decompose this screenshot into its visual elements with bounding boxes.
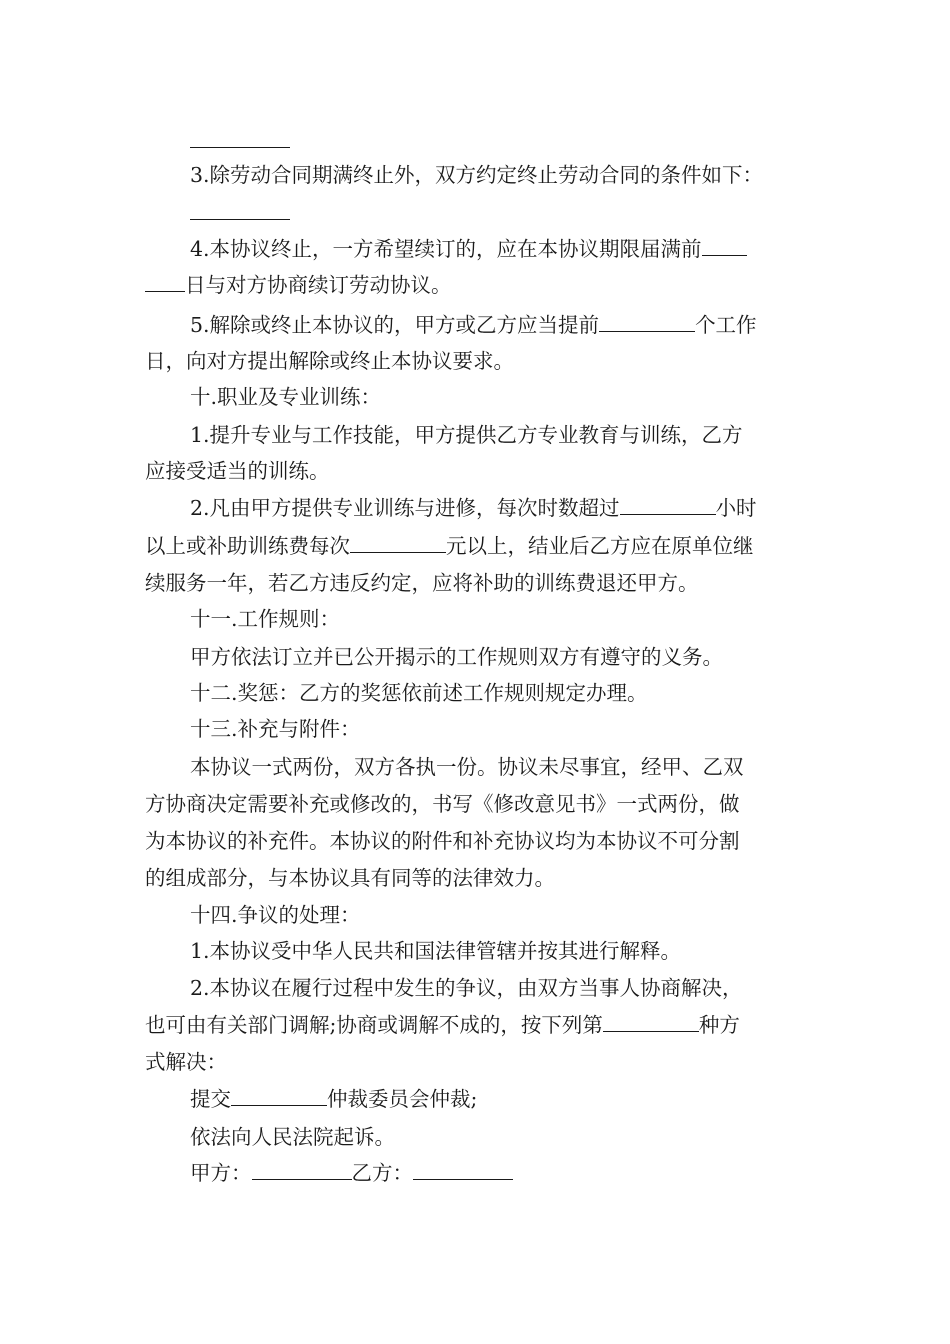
party-b-label: 乙方：: [351, 1161, 413, 1185]
clause-9-4-line-2: [0, 270, 950, 300]
fill-blank: [599, 311, 695, 332]
clause-9-4-line-1: [0, 234, 950, 264]
fill-blank: [190, 127, 290, 148]
blank-line-top: [0, 126, 950, 156]
section-13-line-4: 的组成部分，与本协议具有同等的法律效力。: [145, 866, 555, 890]
blank-line: [0, 198, 950, 228]
fill-blank: [145, 271, 185, 292]
fill-blank: [350, 532, 446, 553]
party-a-blank: [252, 1159, 352, 1180]
clause-10-1-line-2: 应接受适当的训练。: [145, 459, 330, 483]
signature-line: [0, 1158, 950, 1188]
text-segment: 以上或补助训练费每次: [145, 534, 350, 558]
clause-14-2-line-3: 式解决：: [145, 1050, 227, 1074]
fill-blank: [190, 199, 290, 220]
section-12: 十二.奖惩：乙方的奖惩依前述工作规则规定办理。: [190, 681, 648, 705]
section-10-heading: 十.职业及专业训练：: [190, 385, 382, 409]
text-segment: 提交: [190, 1087, 231, 1111]
clause-14-2-line-1: 2.本协议在履行过程中发生的争议，由双方当事人协商解决，: [190, 976, 743, 1000]
clause-10-2-line-1: [0, 493, 950, 523]
clause-9-3: 3.除劳动合同期满终止外，双方约定终止劳动合同的条件如下：: [190, 163, 764, 187]
section-13-line-2: 方协商决定需要补充或修改的，书写《修改意见书》一式两份，做: [145, 792, 740, 816]
text-segment: 日与对方协商续订劳动协议。: [185, 273, 452, 297]
section-11-heading: 十一.工作规则：: [190, 607, 341, 631]
fill-blank: [603, 1011, 699, 1032]
clause-9-5-line-1: [0, 310, 950, 340]
clause-14-2-line-2: [0, 1010, 950, 1040]
text-segment: 种方: [698, 1013, 740, 1037]
section-14-heading: 十四.争议的处理：: [190, 903, 361, 927]
section-13-heading: 十三.补充与附件：: [190, 717, 361, 741]
option-litigation: 依法向人民法院起诉。: [190, 1125, 395, 1149]
text-segment: 个工作: [695, 313, 757, 337]
party-b-blank: [413, 1159, 513, 1180]
section-13-line-3: 为本协议的补充件。本协议的附件和补充协议均为本协议不可分割: [145, 829, 740, 853]
party-a-label: 甲方：: [190, 1161, 252, 1185]
section-11-text: 甲方依法订立并已公开揭示的工作规则双方有遵守的义务。: [190, 645, 723, 669]
fill-blank: [231, 1085, 327, 1106]
clause-10-2-line-2: [0, 531, 950, 561]
text-segment: 小时: [715, 496, 757, 520]
text-segment: 4.本协议终止，一方希望续订的，应在本协议期限届满前: [190, 237, 702, 261]
text-segment: 元以上，结业后乙方应在原单位继: [446, 534, 754, 558]
option-arbitration: [0, 1084, 950, 1114]
text-segment: 2.凡由甲方提供专业训练与进修，每次时数超过: [190, 496, 620, 520]
clause-10-1-line-1: 1.提升专业与工作技能，甲方提供乙方专业教育与训练，乙方: [190, 423, 743, 447]
fill-blank: [620, 494, 716, 515]
text-segment: 仲裁委员会仲裁;: [327, 1087, 478, 1111]
clause-14-1: 1.本协议受中华人民共和国法律管辖并按其进行解释。: [190, 939, 682, 963]
text-segment: 也可由有关部门调解;协商或调解不成的，按下列第: [145, 1013, 603, 1037]
fill-blank: [702, 235, 747, 256]
clause-10-2-line-3: 续服务一年，若乙方违反约定，应将补助的训练费退还甲方。: [145, 571, 699, 595]
section-13-line-1: 本协议一式两份，双方各执一份。协议未尽事宜，经甲、乙双: [190, 755, 744, 779]
text-segment: 5.解除或终止本协议的，甲方或乙方应当提前: [190, 313, 600, 337]
clause-9-5-line-2: 日，向对方提出解除或终止本协议要求。: [145, 349, 514, 373]
